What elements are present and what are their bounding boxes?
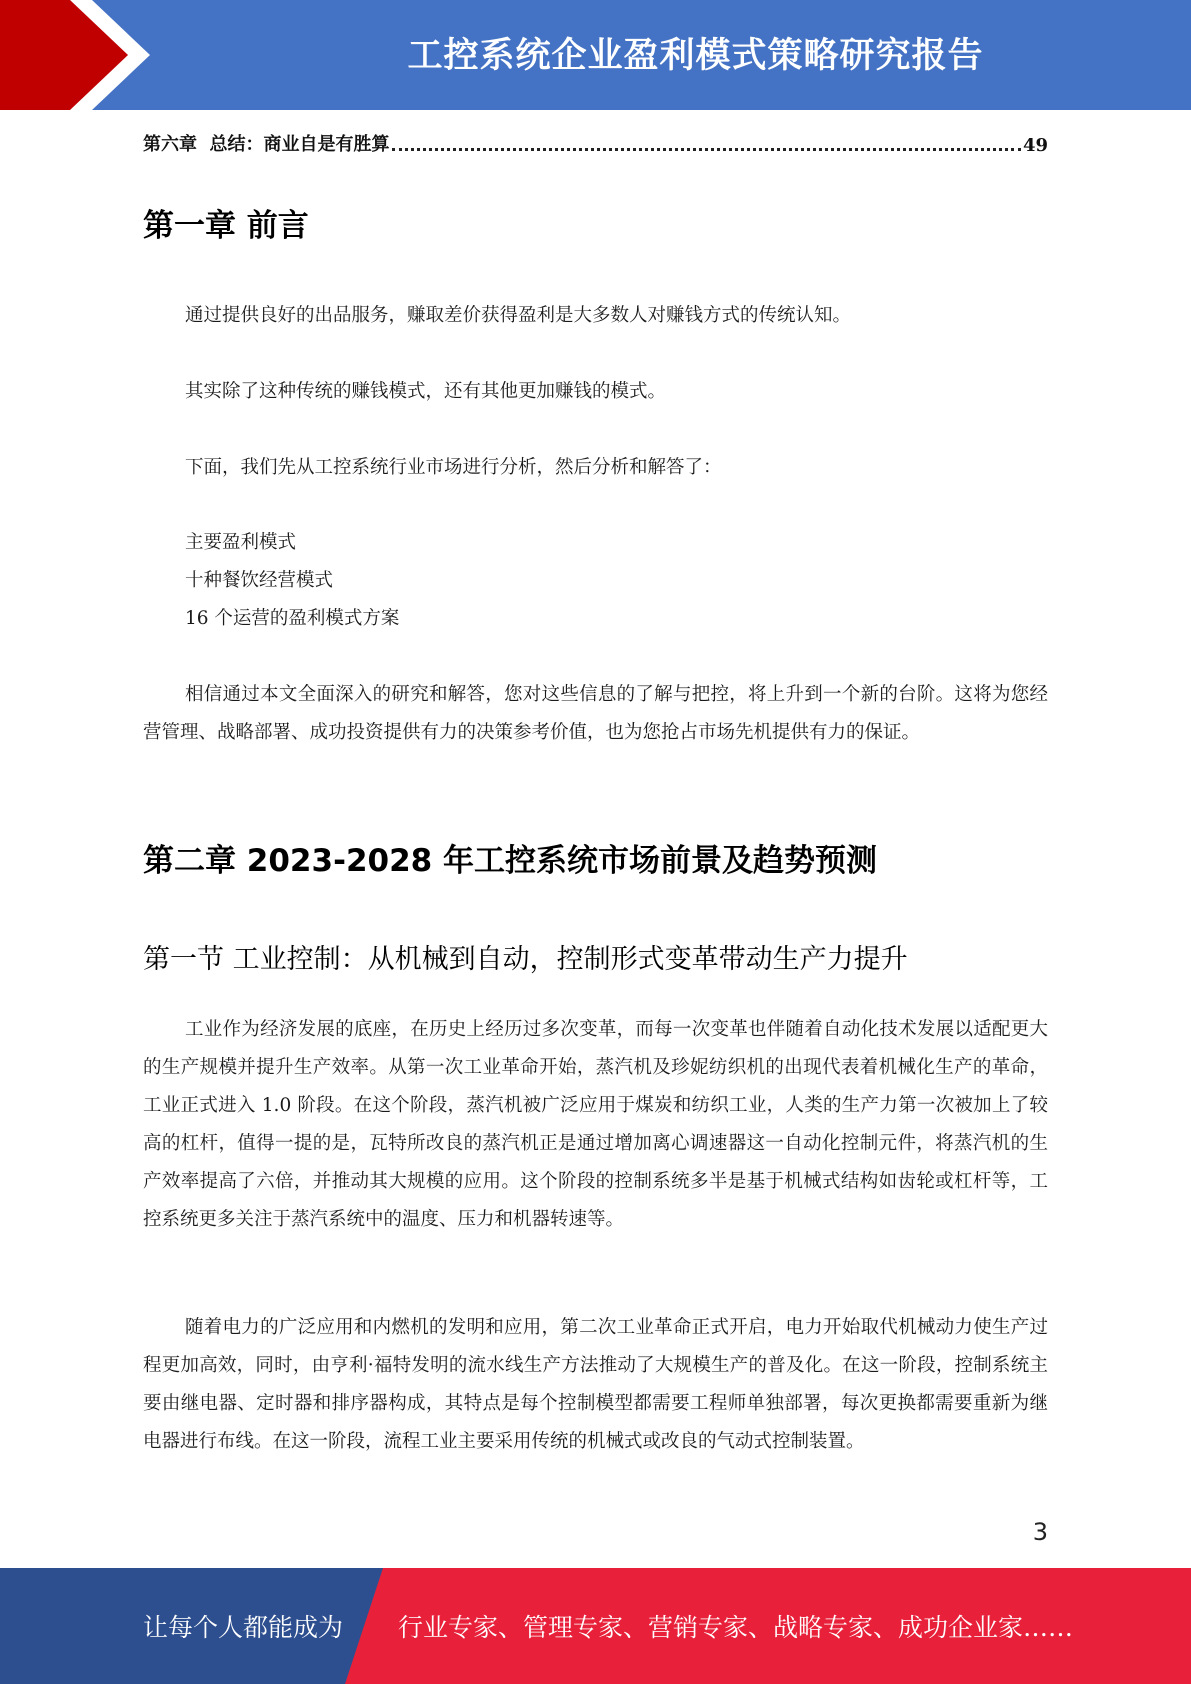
footer-slogan-right: 行业专家、管理专家、营销专家、战略专家、成功企业家…… — [398, 1613, 1074, 1642]
chapter1-paragraph: 下面，我们先从工控系统行业市场进行分析，然后分析和解答了： — [185, 457, 722, 478]
chapter1-list-item: 十种餐饮经营模式 — [185, 570, 334, 591]
page-number: 3 — [1032, 1518, 1048, 1546]
section1-paragraph: 工业作为经济发展的底座，在历史上经历过多次变革，而每一次变革也伴随着自动化技术发展以适配更大的生产规模并提升生产效率。从第一次工业革命开始，蒸汽机及珍妮纺织机的出现代表着机械化生产的革命，工业正式进入 1.0 阶段。在这个阶段，蒸汽机被广泛应用于煤炭和纺织工业，人类的生产力第一次被加上了较高的杠杆，值得一提的是，瓦特所改良的蒸汽机正是通过增加离心调速器这一自动化控制元件，将蒸汽机的生产效率提高了六倍，并推动其大规模的应用。这个阶段的控制系统多半是基于机械式结构如齿轮或杠杆等，工控系统更多关注于蒸汽系统中的温度、压力和机器转速等。 — [143, 1019, 1048, 1230]
toc-entry-label: 第六章 总结：商业自是有胜算 — [143, 134, 390, 155]
report-title: 工控系统企业盈利模式策略研究报告 — [407, 36, 984, 76]
chapter1-paragraph: 其实除了这种传统的赚钱模式，还有其他更加赚钱的模式。 — [185, 381, 667, 402]
chapter1-title: 第一章 前言 — [143, 208, 309, 244]
chapter2-title: 第二章 2023-2028 年工控系统市场前景及趋势预测 — [143, 843, 878, 879]
section1-title: 第一节 工业控制：从机械到自动，控制形式变革带动生产力提升 — [143, 944, 908, 975]
footer-slogan-left: 让每个人都能成为 — [143, 1613, 344, 1642]
chapter1-paragraph: 通过提供良好的出品服务，赚取差价获得盈利是大多数人对赚钱方式的传统认知。 — [185, 305, 852, 326]
chapter1-closing-paragraph: 相信通过本文全面深入的研究和解答，您对这些信息的了解与把控，将上升到一个新的台阶。这将为您经营管理、战略部署、成功投资提供有力的决策参考价值，也为您抢占市场先机提供有力的保证。 — [143, 684, 1048, 743]
header-banner — [0, 0, 1191, 110]
section1-paragraph: 随着电力的广泛应用和内燃机的发明和应用，第二次工业革命正式开启，电力开始取代机械动力使生产过程更加高效，同时，由亨利·福特发明的流水线生产方法推动了大规模生产的普及化。在这一阶段，控制系统主要由继电器、定时器和排序器构成，其特点是每个控制模型都需要工程师单独部署，每次更换都需要重新为继电器进行布线。在这一阶段，流程工业主要采用传统的机械式或改良的气动式控制装置。 — [143, 1317, 1048, 1452]
toc-entry-page: 49 — [1022, 135, 1048, 156]
footer-banner — [0, 1568, 1191, 1684]
chapter1-list-item: 16 个运营的盈利模式方案 — [185, 608, 400, 629]
toc-leader-dots — [392, 148, 1021, 151]
toc-entry[interactable] — [143, 130, 1048, 156]
chapter1-list-item: 主要盈利模式 — [185, 532, 297, 553]
